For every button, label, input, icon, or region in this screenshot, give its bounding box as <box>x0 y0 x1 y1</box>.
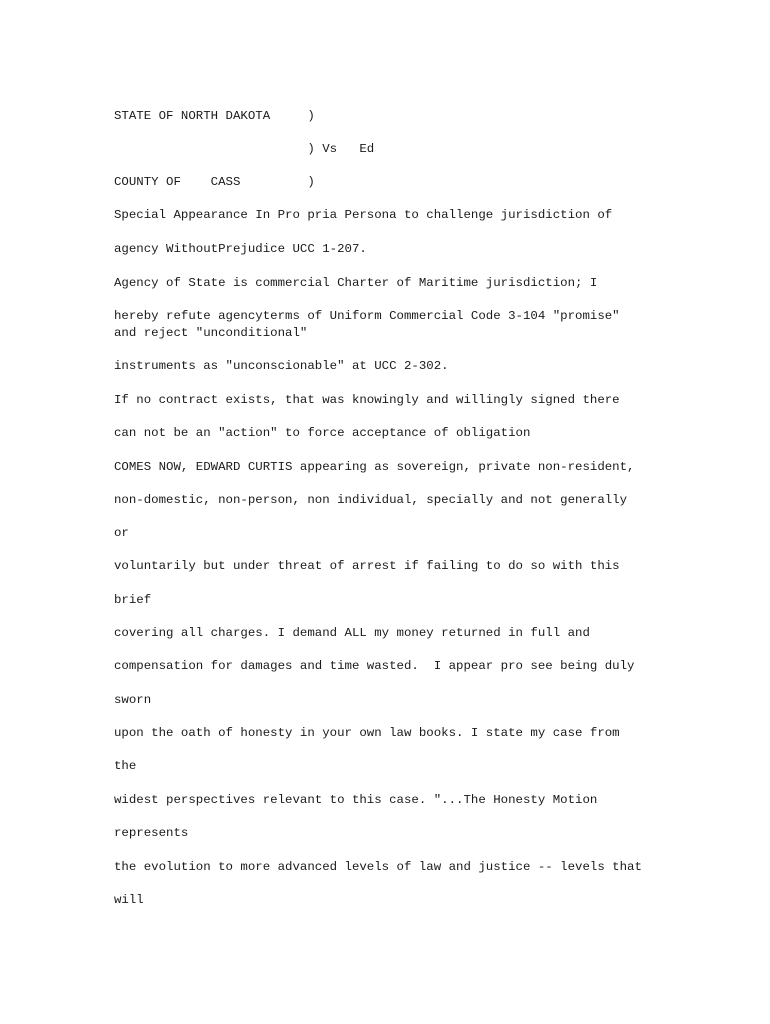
text-line: upon the oath of honesty in your own law books. I state my case from <box>114 726 620 740</box>
text-line: Agency of State is commercial Charter of Maritime jurisdiction; I <box>114 276 598 290</box>
text-line: and reject "unconditional" <box>114 326 308 340</box>
text-line: hereby refute agencyterms of Uniform Commercial Code 3-104 "promise" <box>114 309 620 323</box>
text-line: STATE OF NORTH DAKOTA ) <box>114 109 315 123</box>
text-line: voluntarily but under threat of arrest if failing to do so with this <box>114 559 620 573</box>
text-line: widest perspectives relevant to this case. "...The Honesty Motion <box>114 793 598 807</box>
text-line: the <box>114 759 137 773</box>
text-line: non-domestic, non-person, non individual, specially and not generally <box>114 493 628 507</box>
text-line: sworn <box>114 693 152 707</box>
text-line: represents <box>114 826 189 840</box>
text-line: brief <box>114 593 152 607</box>
text-line: compensation for damages and time wasted. I appear pro see being duly <box>114 659 635 673</box>
text-line: can not be an "action" to force acceptance of obligation <box>114 426 531 440</box>
text-line: covering all charges. I demand ALL my money returned in full and <box>114 626 590 640</box>
text-line: will <box>114 893 144 907</box>
text-line: or <box>114 526 129 540</box>
text-line: the evolution to more advanced levels of law and justice -- levels that <box>114 860 642 874</box>
text-line: ) Vs Ed <box>114 142 375 156</box>
text-line: COMES NOW, EDWARD CURTIS appearing as sovereign, private non-resident, <box>114 460 635 474</box>
text-line: If no contract exists, that was knowingly and willingly signed there <box>114 393 620 407</box>
text-line: agency WithoutPrejudice UCC 1-207. <box>114 242 367 256</box>
text-line: Special Appearance In Pro pria Persona to challenge jurisdiction of <box>114 208 613 222</box>
text-line: COUNTY OF CASS ) <box>114 175 315 189</box>
text-line: instruments as "unconscionable" at UCC 2-302. <box>114 359 449 373</box>
